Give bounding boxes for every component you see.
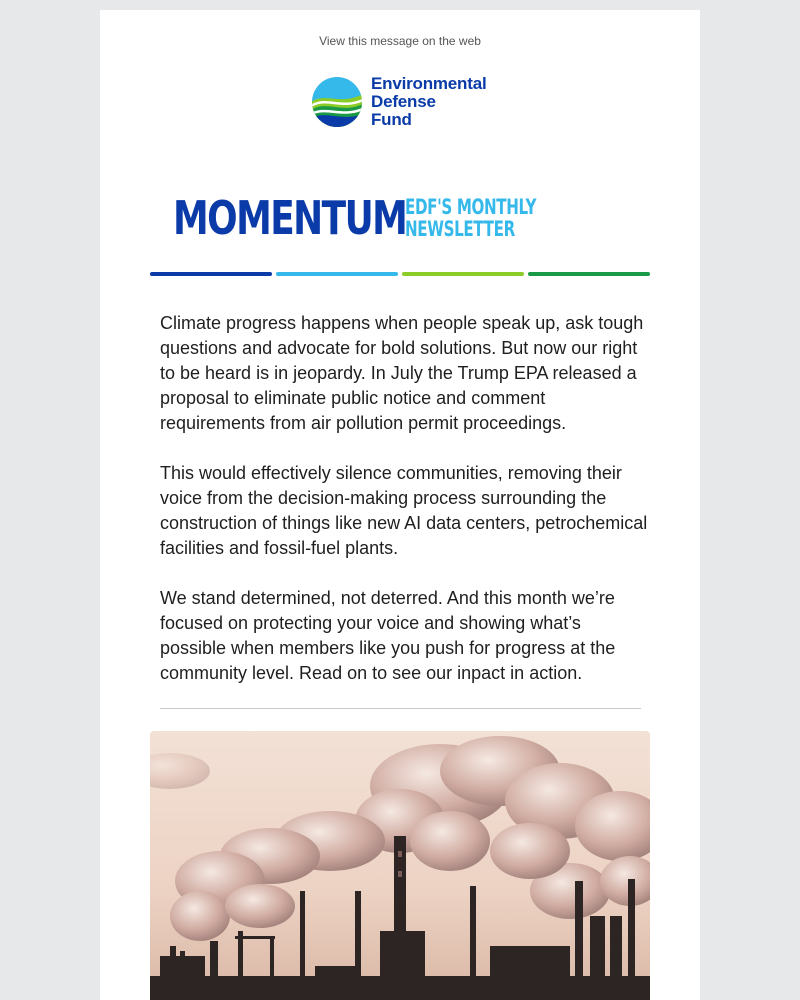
email-card: [100, 10, 700, 1000]
paragraph-3: We stand determined, not deterred. And this month we’re focused on protecting your voice and showing what’s possible when members like you push for progress at the community level. Read on to see our inpact in action.: [160, 588, 616, 683]
logo-line-1: Environmental: [371, 74, 487, 93]
divider-segment-cyan: [276, 272, 398, 276]
divider-segment-green: [528, 272, 650, 276]
masthead-subtitle-line-2: NEWSLETTER: [405, 217, 515, 241]
body-text: [160, 311, 650, 711]
masthead-subtitle-line-1: EDF'S MONTHLY: [405, 195, 537, 219]
newsletter-masthead: [173, 190, 587, 246]
hero-image-smokestacks[interactable]: [150, 731, 650, 1000]
logo-line-3: Fund: [371, 110, 412, 129]
paragraph-1: Climate progress happens when people speak up, ask tough questions and advocate for bold solutions. But now our right to be heard is in jeopardy. In July the Trump EPA released a proposal to eliminate public notice and comment requirements from air pollution permit proceedings.: [160, 313, 644, 433]
view-on-web-link[interactable]: View this message on the web: [319, 34, 481, 48]
divider-segment-lime: [402, 272, 524, 276]
divider-segment-blue: [150, 272, 272, 276]
paragraph-2: This would effectively silence communities, removing their voice from the decision-making process surrounding the construction of things like new AI data centers, petrochemical facilities and fossil-fuel plants.: [160, 463, 648, 558]
edf-logo[interactable]: [311, 74, 501, 130]
color-divider: [150, 272, 650, 276]
masthead-title: MOMENTUM: [173, 191, 407, 245]
logo-wordmark: [371, 75, 486, 129]
edf-logo-icon: [311, 76, 363, 128]
smokestacks-illustration: [150, 731, 650, 1000]
masthead-subtitle: [405, 196, 536, 240]
logo-line-2: Defense: [371, 92, 436, 111]
section-divider: [160, 708, 641, 709]
